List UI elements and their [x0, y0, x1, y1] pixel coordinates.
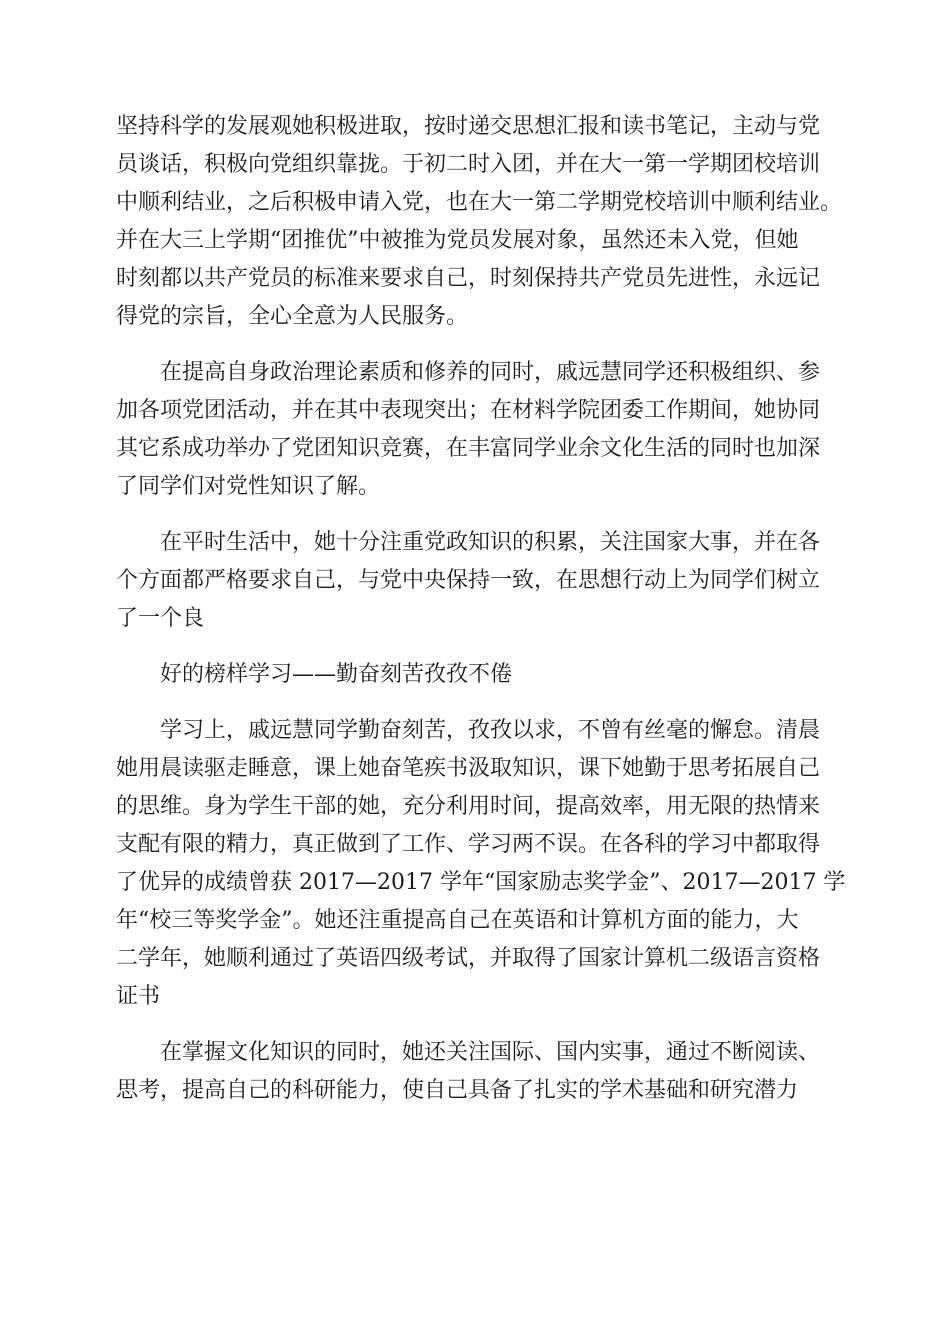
- text-line: 时刻都以共产党员的标准来要求自己，时刻保持共产党员先进性，永远记: [116, 266, 821, 291]
- text-line: 其它系成功举办了党团知识竞赛，在丰富同学业余文化生活的同时也加深: [116, 436, 821, 461]
- text-line: 二学年，她顺利通过了英语四级考试，并取得了国家计算机二级语言资格: [116, 946, 821, 971]
- text-line: 加各项党团活动，并在其中表现突出；在材料学院团委工作期间，她协同: [116, 398, 821, 423]
- text-line: 坚持科学的发展观她积极进取，按时递交思想汇报和读书笔记，主动与党: [116, 114, 821, 139]
- paragraph-4: [116, 712, 846, 1016]
- paragraph-2: [116, 354, 838, 506]
- text-line: 得党的宗旨，全心全意为人民服务。: [116, 304, 469, 329]
- heading-line: 好的榜样学习——勤奋刻苦孜孜不倦: [160, 662, 513, 687]
- text-line: 个方面都严格要求自己，与党中央保持一致，在思想行动上为同学们树立: [116, 568, 821, 593]
- section-heading: [116, 656, 838, 694]
- text-line: 思考，提高自己的科研能力，使自己具备了扎实的学术基础和研究潜力: [116, 1078, 799, 1103]
- paragraph-5: [116, 1034, 838, 1110]
- paragraph-1: [116, 108, 843, 336]
- document-body: [116, 108, 846, 1110]
- text-line: 了优异的成绩曾获 2017—2017 学年“国家励志奖学金”、2017—2017 学: [116, 870, 846, 895]
- paragraph-3: [116, 524, 838, 638]
- text-line: 在掌握文化知识的同时，她还关注国际、国内实事，通过不断阅读、: [160, 1040, 821, 1065]
- text-line: 中顺利结业，之后积极申请入党，也在大一第二学期党校培训中顺利结业。: [116, 190, 843, 215]
- text-line: 学习上，戚远慧同学勤奋刻苦，孜孜以求，不曾有丝毫的懈怠。清晨: [160, 718, 821, 743]
- text-line: 在平时生活中，她十分注重党政知识的积累，关注国家大事，并在各: [160, 530, 821, 555]
- text-line: 年“校三等奖学金”。她还注重提高自己在英语和计算机方面的能力，大: [116, 908, 799, 933]
- text-line: 员谈话，积极向党组织靠拢。于初二时入团，并在大一第一学期团校培训: [116, 152, 821, 177]
- text-line: 证书: [116, 984, 161, 1009]
- text-line: 的思维。身为学生干部的她，充分利用时间，提高效率，用无限的热情来: [116, 794, 821, 819]
- text-line: 了一个良: [116, 606, 205, 631]
- text-line: 支配有限的精力，真正做到了工作、学习两不误。在各科的学习中都取得: [116, 832, 821, 857]
- text-line: 了同学们对党性知识了解。: [116, 474, 381, 499]
- text-line: 并在大三上学期“团推优”中被推为党员发展对象，虽然还未入党，但她: [116, 228, 799, 253]
- text-line: 在提高自身政治理论素质和修养的同时，戚远慧同学还积极组织、参: [160, 360, 821, 385]
- text-line: 她用晨读驱走睡意，课上她奋笔疾书汲取知识，课下她勤于思考拓展自己: [116, 756, 821, 781]
